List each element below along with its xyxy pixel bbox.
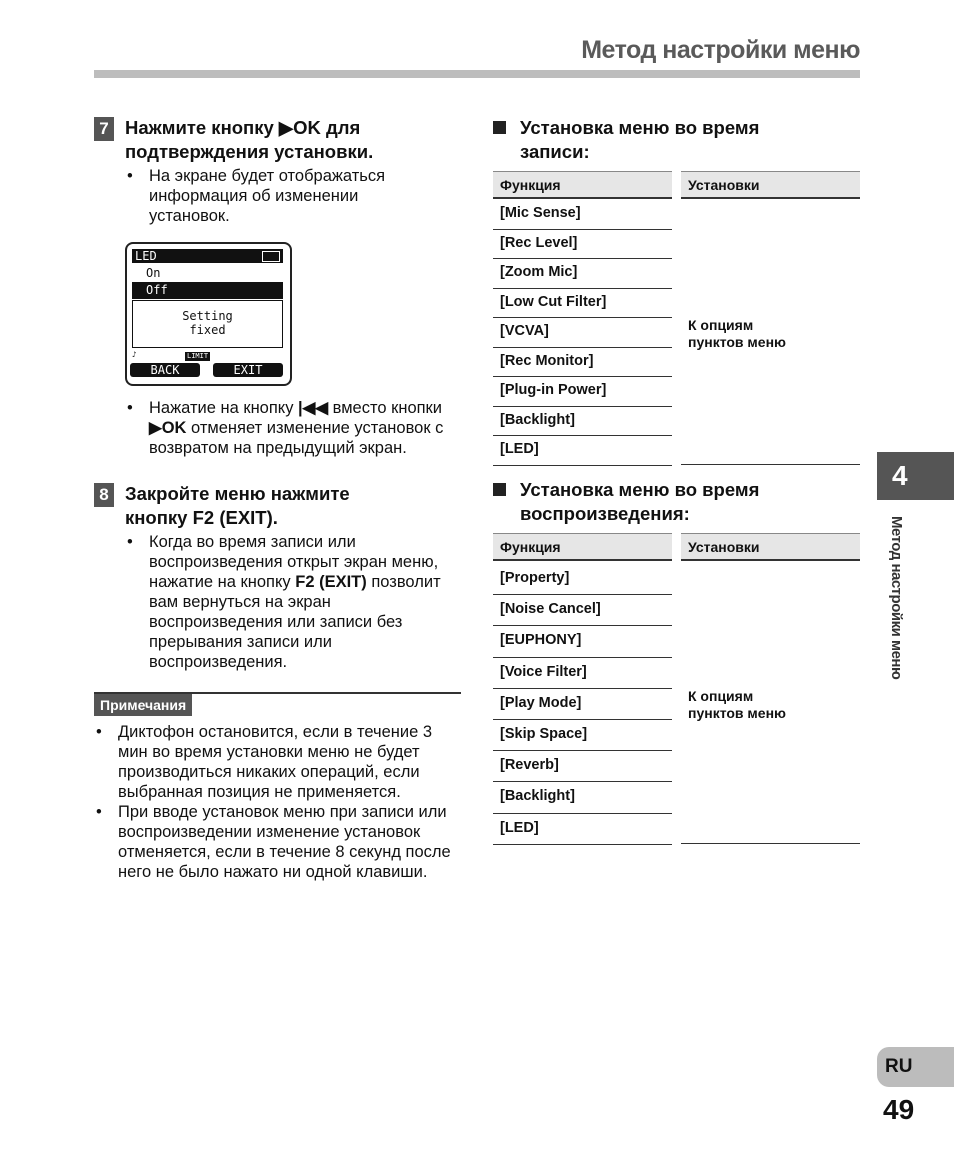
table-row: [Property] — [493, 564, 672, 595]
recorder-display — [125, 242, 292, 386]
table-row: [Backlight] — [493, 782, 672, 813]
page-title: Метод настройки меню — [581, 36, 860, 64]
section-bullet-icon — [493, 121, 506, 134]
bullet2-pre: Нажатие на кнопку — [149, 399, 299, 417]
mic-icon: ♪ — [132, 350, 137, 359]
play-settings-cell — [681, 688, 860, 722]
record-settings-line1: К опциям — [688, 317, 754, 333]
lcd-message — [132, 300, 283, 348]
play-settings-line2: пунктов меню — [688, 705, 786, 721]
table-row: [Voice Filter] — [493, 658, 672, 689]
play-settings-line1: К опциям — [688, 688, 754, 704]
lcd-limit: LIMIT — [187, 352, 209, 360]
bullet-text — [125, 398, 445, 458]
table-row: [Mic Sense] — [493, 200, 672, 230]
table-row: [Reverb] — [493, 751, 672, 782]
table-row: [Low Cut Filter] — [493, 289, 672, 319]
step-8-title-line2: кнопку F2 (EXIT). — [125, 507, 278, 528]
notes-label: Примечания — [94, 694, 192, 716]
table-row: [Rec Monitor] — [493, 348, 672, 378]
chapter-side-title: Метод настройки меню — [888, 516, 905, 680]
title-underline — [94, 70, 860, 78]
skip-back-icon: |◀◀ — [298, 399, 329, 417]
step-8-bullet-post: позволит вам вернуться на экран воспроизведения или записи без прерывания записи или воспроизведения. — [149, 573, 441, 671]
lcd-option-off: Off — [132, 282, 283, 299]
record-col-settings: Установки — [681, 171, 860, 199]
table-row: [LED] — [493, 436, 672, 466]
lcd-exit-key: EXIT — [213, 363, 283, 377]
step-8-title-line1: Закройте меню нажмите — [125, 483, 350, 504]
bullet2-ok: OK — [161, 419, 187, 437]
table-row: [EUPHONY] — [493, 626, 672, 657]
section-record-title-line1: Установка меню во время — [520, 117, 760, 138]
step-7-bullet-2 — [125, 398, 445, 458]
note-item: • При вводе установок меню при записи или воспроизведении изменение установок отменяется, если в течение 8 секунд после него не было нажато ни одной клавиши. — [94, 802, 460, 882]
step-7-bullet-1 — [125, 166, 425, 226]
play-col-function: Функция — [493, 533, 672, 561]
step-8-bullet-pre: Когда во время записи или воспроизведения открыт экран меню, нажатие на кнопку — [149, 533, 439, 591]
step-8-bullet — [125, 532, 445, 672]
lcd-back-key: BACK — [130, 363, 200, 377]
section-record-title — [520, 116, 860, 164]
section-play-title-line2: воспроизведения: — [520, 503, 690, 524]
table-row: [LED] — [493, 814, 672, 845]
table-row: [Skip Space] — [493, 720, 672, 751]
bullet2-mid: вместо кнопки — [328, 399, 442, 417]
section-record-title-line2: записи: — [520, 141, 590, 162]
table-row: [Backlight] — [493, 407, 672, 437]
table-row: [VCVA] — [493, 318, 672, 348]
play-icon: ▶ — [278, 117, 294, 138]
record-settings-cell — [681, 317, 860, 351]
lcd-message-line2: fixed — [189, 323, 226, 337]
language-tab: RU — [877, 1047, 954, 1087]
step-7-title-line2: подтверждения установки. — [125, 141, 374, 162]
step-8-bullet-bold: F2 (EXIT) — [295, 573, 367, 591]
play-icon: ▶ — [149, 419, 162, 437]
step-7-ok: OK — [293, 117, 321, 138]
step-7-badge: 7 — [94, 117, 114, 141]
record-settings-line2: пунктов меню — [688, 334, 786, 350]
table-row: [Rec Level] — [493, 230, 672, 260]
note-item: • Диктофон остановится, если в течение 3 мин во время установки меню не будет производиться никаких операций, если выбранная позиция не применяется. — [94, 722, 460, 802]
section-play-title-line1: Установка меню во время — [520, 479, 760, 500]
lcd-header — [132, 249, 283, 263]
notes-list — [94, 722, 460, 882]
bullet-text — [125, 532, 445, 672]
step-8-title — [125, 482, 465, 530]
play-col-settings: Установки — [681, 533, 860, 561]
section-play-title — [520, 478, 860, 526]
step-7-title-post: для — [320, 117, 361, 138]
bullet2-post: отменяет изменение установок с возвратом на предыдущий экран. — [149, 419, 444, 457]
chapter-tab: 4 — [877, 452, 954, 500]
battery-icon — [262, 251, 280, 262]
play-settings-bottom-rule — [681, 843, 860, 844]
page-number: 49 — [883, 1094, 915, 1125]
lcd-message-line1: Setting — [182, 309, 233, 323]
table-row: [Play Mode] — [493, 689, 672, 720]
record-settings-bottom-rule — [681, 464, 860, 465]
step-7-title — [125, 116, 465, 164]
table-row: [Noise Cancel] — [493, 595, 672, 626]
step-8-badge: 8 — [94, 483, 114, 507]
bullet-text: • На экране будет отображаться информация об изменении установок. — [125, 166, 425, 226]
lcd-option-on: On — [146, 266, 161, 280]
step-7-title-pre: Нажмите кнопку — [125, 117, 279, 138]
section-bullet-icon — [493, 483, 506, 496]
table-row: [Plug-in Power] — [493, 377, 672, 407]
lcd-header-text: LED — [135, 249, 157, 263]
table-row: [Zoom Mic] — [493, 259, 672, 289]
record-col-function: Функция — [493, 171, 672, 199]
